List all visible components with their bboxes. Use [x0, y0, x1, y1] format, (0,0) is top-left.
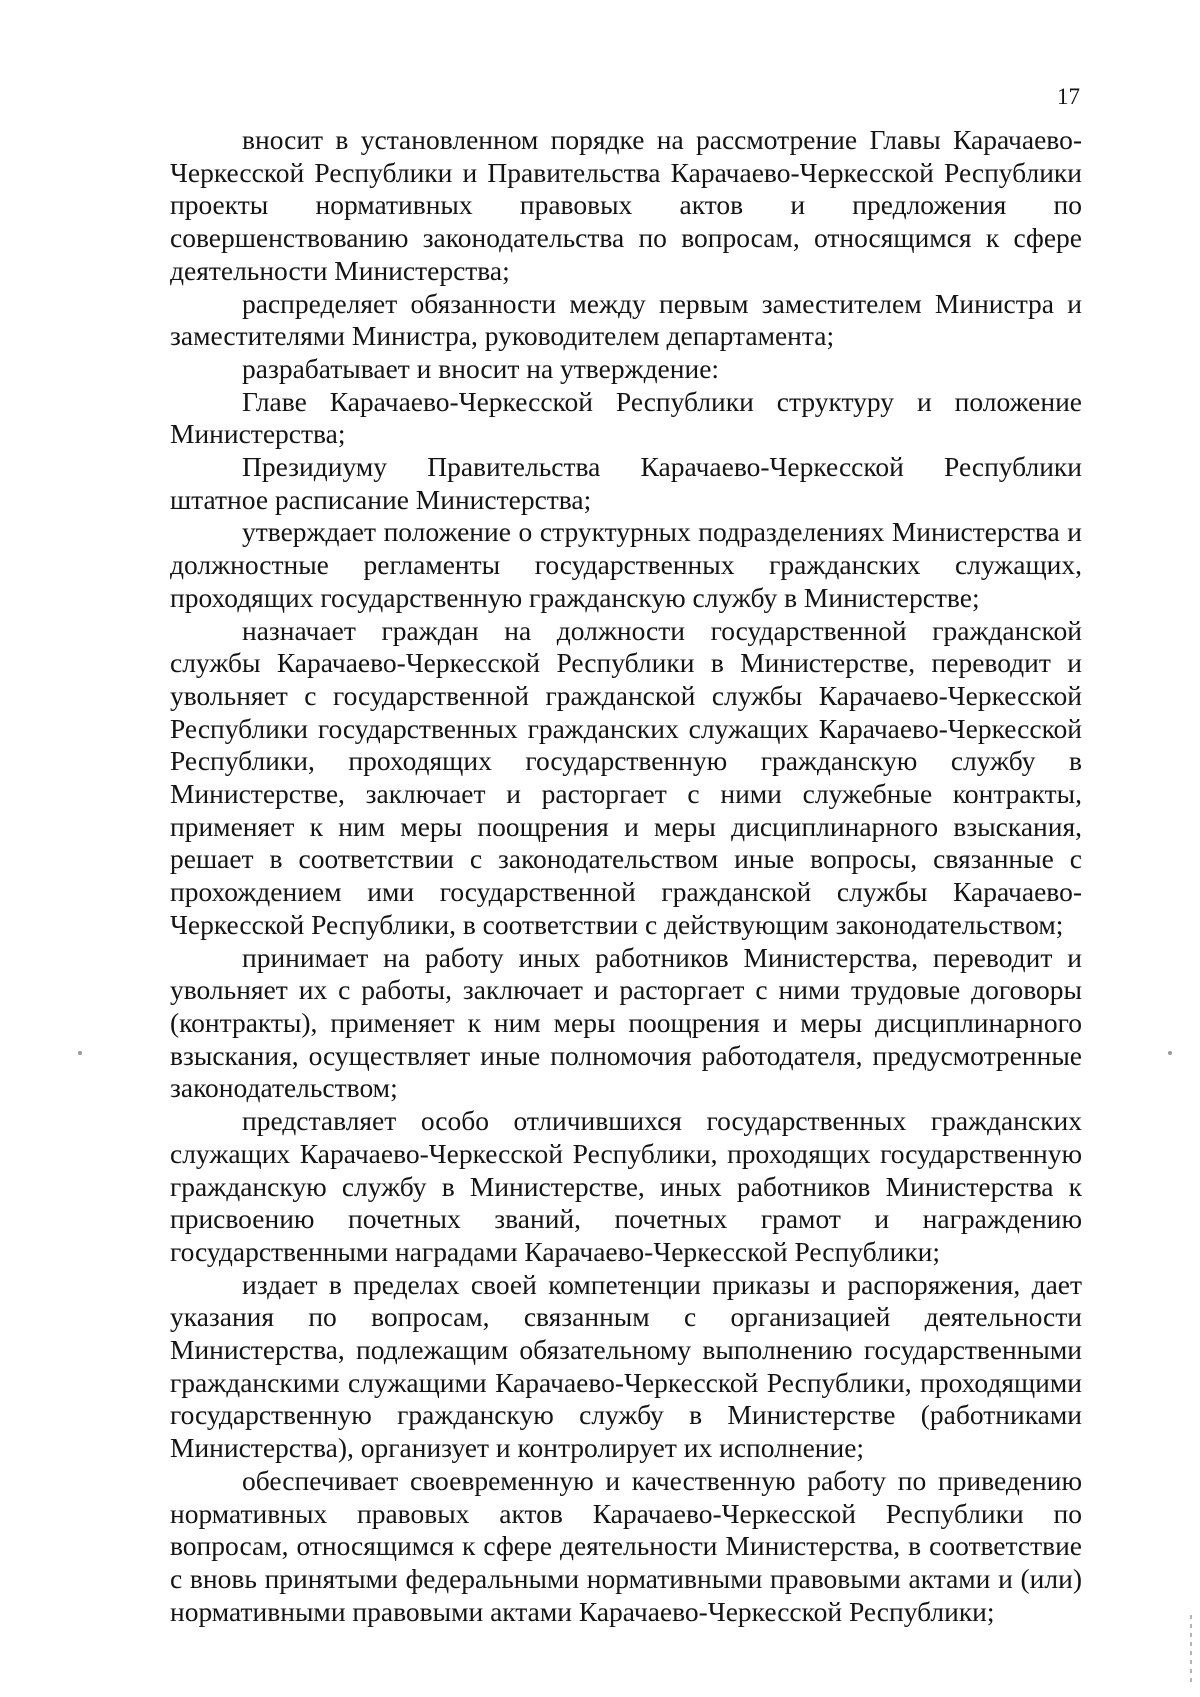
paragraph-issues-orders: издает в пределах своей компетенции приказы и распоряжения, дает указания по вопросам, связанным с организацией деятельности Министерства, подлежащим обязательному выполнению государственными гражданскими служащими Карачаево-Черкесской Республики, проходящими государственную гражданскую службу в Министерстве (работниками Министерства), организует и контролирует их исполнение;	[170, 1268, 1082, 1464]
paragraph-to-head-structure: Главе Карачаево-Черкесской Республики структуру и положение Министерства;	[170, 385, 1082, 450]
paragraph-hires-employees: принимает на работу иных работников Министерства, переводит и увольняет их с работы, заключает и расторгает с ними трудовые договоры (контракты), применяет к ним меры поощрения и меры дисциплинарного взыскания, осуществляет иные полномочия работодателя, предусмотренные законодательством;	[170, 941, 1082, 1104]
paragraph-nominates-awards: представляет особо отличившихся государственных гражданских служащих Карачаево-Черкесской Республики, проходящих государственную гражданскую службу в Министерстве, иных работников Министерства к присвоению почетных званий, почетных грамот и награждению государственными наградами Карачаево-Черкесской Республики;	[170, 1105, 1082, 1267]
scan-edge-line	[1190, 1615, 1192, 1685]
scan-speck-left	[78, 1051, 82, 1055]
paragraph-appoints-civil-servants: назначает граждан на должности государственной гражданской службы Карачаево-Черкесской Республики в Министерстве, переводит и увольняет с государственной гражданской службы Карачаево-Черкесской Республики государственных гражданских служащих Карачаево-Черкесской Республики, проходящих государственную гражданскую службу в Министерстве, заключает и расторгает с ними служебные контракты, применяет к ним меры поощрения и меры дисциплинарного взыскания, решает в соответствии с законодательством иные вопросы, связанные с прохождением ими государственной гражданской службы Карачаево-Черкесской Республики, в соответствии с действующим законодательством;	[170, 614, 1082, 940]
scan-speck-right	[1168, 1051, 1172, 1055]
paragraph-develops-submits: разрабатывает и вносит на утверждение:	[242, 352, 720, 384]
paragraph-submits-drafts: вносит в установленном порядке на рассмотрение Главы Карачаево-Черкесской Республики и Правительства Карачаево-Черкесской Республики проекты нормативных правовых актов и предложения по совершенствованию законодательства по вопросам, относящимся к сфере деятельности Министерства;	[170, 124, 1082, 286]
paragraph-ensures-legal-alignment: обеспечивает своевременную и качественную работу по приведению нормативных правовых актов Карачаево-Черкесской Республики по вопросам, относящимся к сфере деятельности Министерства, в соответствие с вновь принятыми федеральными нормативными правовыми актами и (или) нормативными правовыми актами Карачаево-Черкесской Республики;	[170, 1464, 1082, 1627]
paragraph-to-presidium-staffing: Президиуму Правительства Карачаево-Черкесской Республики штатное расписание Министерства;	[170, 451, 1082, 515]
paragraph-approves-regulations: утверждает положение о структурных подразделениях Министерства и должностные регламенты государственных гражданских служащих, проходящих государственную гражданскую службу в Министерстве;	[170, 516, 1082, 613]
paragraph-distributes-duties: распределяет обязанности между первым заместителем Министра и заместителями Министра, руководителем департамента;	[170, 287, 1082, 352]
page-number: 17	[1057, 84, 1080, 109]
document-body	[170, 124, 1082, 1628]
